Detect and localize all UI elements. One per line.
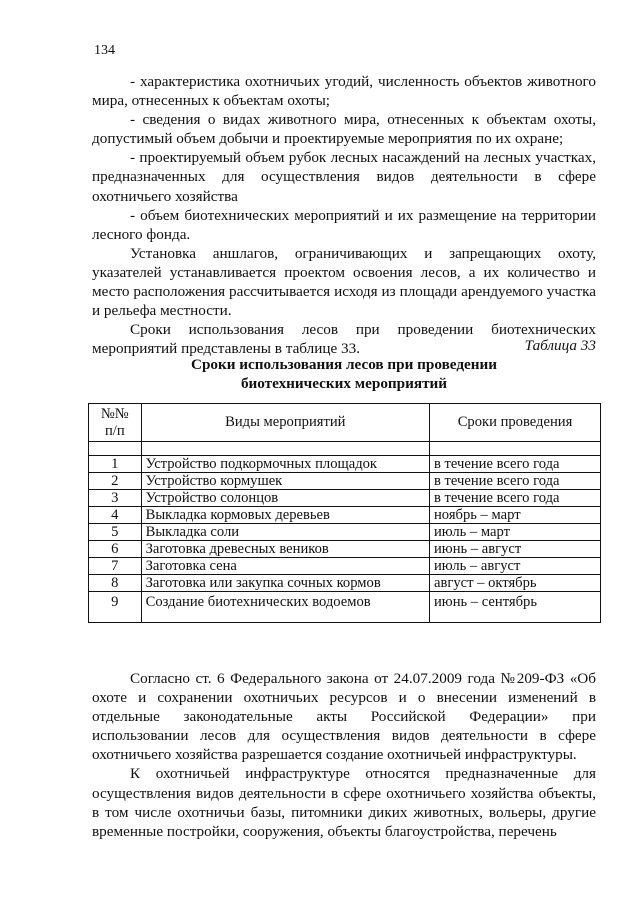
cell-period: в течение всего года: [429, 456, 600, 473]
table-title: [92, 355, 596, 393]
cell-type: Устройство подкормочных площадок: [141, 456, 429, 473]
cell-type: Заготовка сена: [141, 558, 429, 575]
cell-number: 5: [89, 524, 142, 541]
cell-period: в течение всего года: [429, 473, 600, 490]
paragraph: - сведения о видах животного мира, отнесенных к объектам охоты, допустимый объем добычи и проектируемые мероприятия по их охране;: [92, 111, 596, 148]
paragraph: Установка аншлагов, ограничивающих и запрещающих охоту, указателей устанавливается проектом освоения лесов, а их количество и место расположения рассчитывается исходя из площади арендуемого участка и рельефа местности.: [92, 244, 596, 320]
header-type: Виды мероприятий: [141, 404, 429, 442]
events-table: [88, 403, 601, 623]
table-row: [89, 507, 601, 524]
table-row: [89, 558, 601, 575]
table-label: Таблица 33: [524, 337, 596, 354]
cell-type: Заготовка древесных веников: [141, 541, 429, 558]
cell-number: 3: [89, 490, 142, 507]
header-number: [89, 404, 142, 442]
paragraph: Сроки использования лесов при проведении биотехнических мероприятий представлены в таблице 33.: [92, 321, 596, 358]
cell-number: 4: [89, 507, 142, 524]
paragraph: - проектируемый объем рубок лесных насаждений на лесных участках, предназначенных для осуществления видов деятельности в сфере охотничьего хозяйства: [92, 149, 596, 205]
spacer-cell: [429, 442, 600, 456]
cell-period: июль – август: [429, 558, 600, 575]
table-title-line: Сроки использования лесов при проведении: [190, 356, 497, 373]
cell-type: Выкладка кормовых деревьев: [141, 507, 429, 524]
cell-period: ноябрь – март: [429, 507, 600, 524]
cell-period: июнь – август: [429, 541, 600, 558]
body-text-top: [92, 72, 596, 358]
table-header-row: [89, 404, 601, 442]
cell-number: 8: [89, 575, 142, 592]
header-number-line: №№: [100, 405, 129, 422]
paragraph: К охотничьей инфраструктуре относятся предназначенные для осуществления видов деятельности в сфере охотничьего хозяйства объекты, в том числе охотничьи базы, питомники диких животных, вольеры, другие временные постройки, сооружения, объекты благоустройства, перечень: [92, 765, 596, 840]
cell-number: 1: [89, 456, 142, 473]
cell-period: август – октябрь: [429, 575, 600, 592]
cell-number: 6: [89, 541, 142, 558]
cell-type: Заготовка или закупка сочных кормов: [141, 575, 429, 592]
header-number-line: п/п: [104, 422, 125, 439]
table-row: [89, 541, 601, 558]
table-spacer-row: [89, 442, 601, 456]
table-row: [89, 490, 601, 507]
table-title-line: биотехнических мероприятий: [240, 375, 448, 392]
cell-type: Устройство кормушек: [141, 473, 429, 490]
paragraph: Согласно ст. 6 Федерального закона от 24.07.2009 года №209-ФЗ «Об охоте и сохранении охотничьих ресурсов и о внесении изменений в отдельные законодательные акты Российской Федерации» при использовании лесов для осуществления видов деятельности в сфере охотничьего хозяйства разрешается создание охотничьей инфраструктуры.: [92, 670, 596, 764]
table-row: [89, 592, 601, 623]
table-row: [89, 575, 601, 592]
table-row: [89, 456, 601, 473]
cell-number: 2: [89, 473, 142, 490]
paragraph: - характеристика охотничьих угодий, численность объектов животного мира, отнесенных к объектам охоты;: [92, 73, 596, 110]
cell-number: 9: [89, 592, 142, 623]
cell-number: 7: [89, 558, 142, 575]
cell-period: июль – март: [429, 524, 600, 541]
cell-period: в течение всего года: [429, 490, 600, 507]
spacer-cell: [141, 442, 429, 456]
table-row: [89, 524, 601, 541]
spacer-cell: [89, 442, 142, 456]
cell-type: Создание биотехнических водоемов: [141, 592, 429, 623]
cell-type: Устройство солонцов: [141, 490, 429, 507]
paragraph: - объем биотехнических мероприятий и их размещение на территории лесного фонда.: [92, 206, 596, 243]
cell-type: Выкладка соли: [141, 524, 429, 541]
page-number: 134: [94, 43, 115, 58]
table-row: [89, 473, 601, 490]
header-period: Сроки проведения: [429, 404, 600, 442]
cell-period: июнь – сентябрь: [429, 592, 600, 623]
body-text-bottom: [92, 669, 596, 841]
